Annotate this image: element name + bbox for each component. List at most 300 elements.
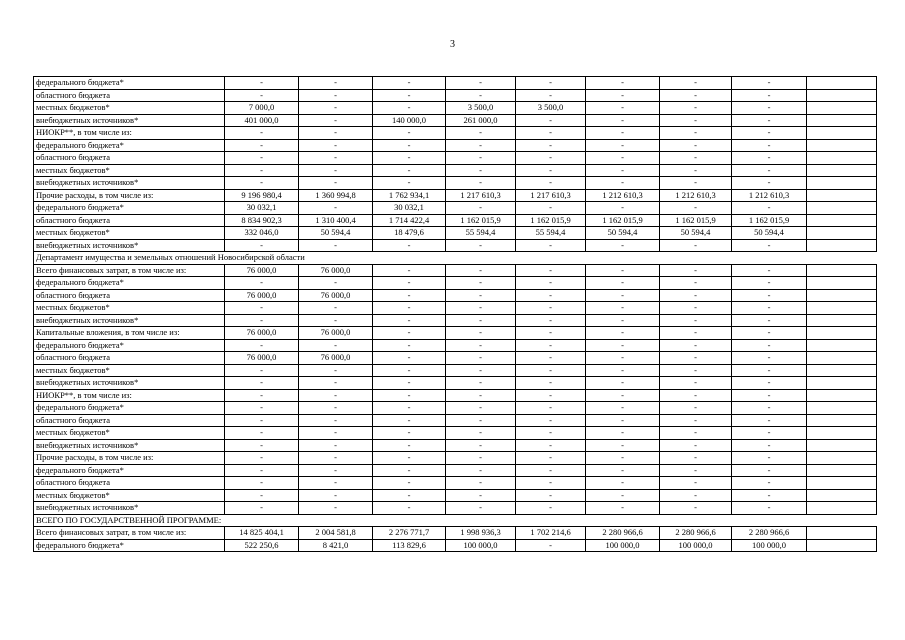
value-cell: - (586, 477, 660, 490)
row-label: Капитальные вложения, в том числе из: (34, 327, 225, 340)
value-cell: - (516, 302, 586, 315)
value-cell: - (446, 164, 516, 177)
value-cell: 100 000,0 (586, 539, 660, 552)
value-cell: 113 829,6 (373, 539, 446, 552)
value-cell: - (660, 427, 732, 440)
value-cell: - (225, 139, 299, 152)
value-cell: - (225, 427, 299, 440)
value-cell: - (225, 389, 299, 402)
value-cell: - (516, 489, 586, 502)
row-label: федерального бюджета* (34, 202, 225, 215)
value-cell (807, 402, 877, 415)
value-cell: - (660, 452, 732, 465)
value-cell (807, 277, 877, 290)
value-cell: - (660, 414, 732, 427)
value-cell: - (660, 389, 732, 402)
value-cell: - (373, 139, 446, 152)
value-cell (807, 489, 877, 502)
value-cell: - (373, 464, 446, 477)
value-cell: - (299, 202, 373, 215)
value-cell: - (225, 277, 299, 290)
value-cell: - (732, 389, 807, 402)
value-cell: 1 212 610,3 (586, 189, 660, 202)
row-label: внебюджетных источников* (34, 114, 225, 127)
value-cell: - (446, 377, 516, 390)
value-cell: - (299, 114, 373, 127)
value-cell: 1 162 015,9 (446, 214, 516, 227)
value-cell: - (299, 127, 373, 140)
value-cell: - (516, 114, 586, 127)
value-cell: 76 000,0 (225, 352, 299, 365)
value-cell: - (516, 439, 586, 452)
value-cell: - (516, 139, 586, 152)
value-cell: - (516, 202, 586, 215)
row-label: областного бюджета (34, 214, 225, 227)
value-cell: - (225, 314, 299, 327)
value-cell: - (373, 89, 446, 102)
value-cell: 100 000,0 (660, 539, 732, 552)
value-cell: - (299, 452, 373, 465)
value-cell: - (373, 277, 446, 290)
row-label: местных бюджетов* (34, 302, 225, 315)
table-row (34, 164, 877, 177)
value-cell: - (446, 414, 516, 427)
value-cell (807, 127, 877, 140)
value-cell: - (732, 239, 807, 252)
value-cell: 18 479,6 (373, 227, 446, 240)
value-cell: - (586, 102, 660, 115)
value-cell (807, 152, 877, 165)
value-cell: - (586, 152, 660, 165)
value-cell: - (732, 489, 807, 502)
value-cell: 50 594,4 (299, 227, 373, 240)
value-cell: 3 500,0 (446, 102, 516, 115)
value-cell: - (586, 239, 660, 252)
value-cell: - (373, 452, 446, 465)
table-row (34, 314, 877, 327)
value-cell: - (660, 277, 732, 290)
value-cell: - (299, 164, 373, 177)
value-cell: - (660, 464, 732, 477)
row-label: областного бюджета (34, 477, 225, 490)
value-cell: - (732, 264, 807, 277)
value-cell: 55 594,4 (446, 227, 516, 240)
table-row (34, 539, 877, 552)
table-row (34, 452, 877, 465)
value-cell: - (516, 164, 586, 177)
value-cell: - (586, 427, 660, 440)
value-cell: - (225, 477, 299, 490)
value-cell: - (225, 489, 299, 502)
value-cell: 50 594,4 (660, 227, 732, 240)
value-cell: - (586, 127, 660, 140)
value-cell: - (373, 314, 446, 327)
value-cell: - (516, 339, 586, 352)
value-cell: - (732, 314, 807, 327)
table-row (34, 127, 877, 140)
value-cell: - (299, 177, 373, 190)
value-cell: - (660, 377, 732, 390)
value-cell (807, 239, 877, 252)
value-cell: 2 276 771,7 (373, 527, 446, 540)
value-cell: - (660, 164, 732, 177)
value-cell: - (660, 114, 732, 127)
value-cell: 100 000,0 (446, 539, 516, 552)
table-row (34, 177, 877, 190)
value-cell: - (299, 389, 373, 402)
value-cell: - (446, 302, 516, 315)
row-label: федерального бюджета* (34, 139, 225, 152)
value-cell: - (516, 477, 586, 490)
value-cell: - (373, 427, 446, 440)
value-cell: - (373, 339, 446, 352)
value-cell: - (446, 352, 516, 365)
value-cell: 30 032,1 (225, 202, 299, 215)
value-cell (807, 377, 877, 390)
value-cell: - (732, 414, 807, 427)
value-cell: - (225, 402, 299, 415)
value-cell (807, 464, 877, 477)
value-cell: - (299, 139, 373, 152)
value-cell: - (373, 127, 446, 140)
value-cell: - (299, 489, 373, 502)
section-title: Департамент имущества и земельных отношений Новосибирской области (34, 252, 877, 265)
value-cell: 332 046,0 (225, 227, 299, 240)
value-cell: - (516, 289, 586, 302)
value-cell (807, 427, 877, 440)
table-row (34, 464, 877, 477)
table-row (34, 77, 877, 90)
value-cell: - (446, 89, 516, 102)
value-cell (807, 227, 877, 240)
value-cell: - (299, 152, 373, 165)
value-cell: 50 594,4 (586, 227, 660, 240)
table-row (34, 364, 877, 377)
value-cell: - (586, 439, 660, 452)
value-cell: 1 212 610,3 (732, 189, 807, 202)
value-cell: - (373, 414, 446, 427)
value-cell: - (446, 489, 516, 502)
value-cell: - (732, 289, 807, 302)
value-cell: - (660, 314, 732, 327)
value-cell: - (373, 302, 446, 315)
value-cell: - (299, 502, 373, 515)
value-cell (807, 202, 877, 215)
section-title: ВСЕГО ПО ГОСУДАРСТВЕННОЙ ПРОГРАММЕ: (34, 514, 877, 527)
value-cell: - (446, 314, 516, 327)
value-cell: 2 004 581,8 (299, 527, 373, 540)
value-cell: - (373, 477, 446, 490)
value-cell: 8 421,0 (299, 539, 373, 552)
value-cell: - (586, 314, 660, 327)
value-cell: - (225, 89, 299, 102)
value-cell: - (225, 77, 299, 90)
value-cell: - (299, 239, 373, 252)
value-cell: - (732, 364, 807, 377)
value-cell (807, 389, 877, 402)
value-cell: - (586, 502, 660, 515)
value-cell: - (516, 377, 586, 390)
value-cell: - (225, 377, 299, 390)
value-cell: - (516, 264, 586, 277)
table-row (34, 414, 877, 427)
value-cell: - (586, 364, 660, 377)
value-cell: - (446, 127, 516, 140)
value-cell: - (586, 77, 660, 90)
value-cell: - (225, 364, 299, 377)
value-cell: - (732, 464, 807, 477)
row-label: областного бюджета (34, 289, 225, 302)
value-cell: - (373, 152, 446, 165)
table-row (34, 377, 877, 390)
value-cell: 1 162 015,9 (732, 214, 807, 227)
value-cell: - (373, 102, 446, 115)
value-cell: - (516, 414, 586, 427)
value-cell: - (732, 402, 807, 415)
value-cell: - (586, 402, 660, 415)
table-row (34, 527, 877, 540)
value-cell: 1 162 015,9 (586, 214, 660, 227)
value-cell (807, 77, 877, 90)
value-cell: - (516, 364, 586, 377)
table-row (34, 89, 877, 102)
value-cell: - (299, 277, 373, 290)
value-cell: - (299, 364, 373, 377)
table-row (34, 152, 877, 165)
value-cell: - (732, 352, 807, 365)
value-cell: 1 217 610,3 (446, 189, 516, 202)
value-cell: - (732, 327, 807, 340)
row-label: областного бюджета (34, 152, 225, 165)
value-cell: - (586, 352, 660, 365)
value-cell: 1 212 610,3 (660, 189, 732, 202)
value-cell: - (660, 152, 732, 165)
value-cell: - (299, 314, 373, 327)
value-cell (807, 502, 877, 515)
value-cell: 1 162 015,9 (516, 214, 586, 227)
value-cell: - (586, 202, 660, 215)
value-cell: 1 360 994,8 (299, 189, 373, 202)
row-label: НИОКР**, в том числе из: (34, 127, 225, 140)
value-cell: - (660, 289, 732, 302)
value-cell: 76 000,0 (299, 327, 373, 340)
value-cell: - (732, 164, 807, 177)
value-cell: - (516, 452, 586, 465)
value-cell: 76 000,0 (299, 289, 373, 302)
value-cell: - (516, 389, 586, 402)
table-row (34, 502, 877, 515)
value-cell: - (660, 127, 732, 140)
value-cell: - (586, 89, 660, 102)
table-row (34, 139, 877, 152)
value-cell: - (660, 339, 732, 352)
value-cell: 2 280 966,6 (586, 527, 660, 540)
row-label: федерального бюджета* (34, 402, 225, 415)
value-cell: - (732, 277, 807, 290)
value-cell: - (516, 177, 586, 190)
row-label: областного бюджета (34, 352, 225, 365)
value-cell: - (373, 502, 446, 515)
value-cell: 401 000,0 (225, 114, 299, 127)
value-cell: - (299, 477, 373, 490)
value-cell: - (516, 152, 586, 165)
value-cell: - (732, 427, 807, 440)
value-cell: - (446, 427, 516, 440)
value-cell (807, 314, 877, 327)
value-cell: - (446, 339, 516, 352)
value-cell: - (299, 402, 373, 415)
value-cell: - (373, 402, 446, 415)
value-cell: - (446, 327, 516, 340)
value-cell: - (516, 327, 586, 340)
value-cell: 140 000,0 (373, 114, 446, 127)
value-cell: - (660, 239, 732, 252)
table-row (34, 264, 877, 277)
value-cell (807, 477, 877, 490)
row-label: внебюджетных источников* (34, 177, 225, 190)
row-label: федерального бюджета* (34, 77, 225, 90)
value-cell: - (299, 89, 373, 102)
row-label: областного бюджета (34, 89, 225, 102)
value-cell: - (660, 489, 732, 502)
row-label: Прочие расходы, в том числе из: (34, 452, 225, 465)
value-cell: - (660, 439, 732, 452)
value-cell: - (446, 389, 516, 402)
table-row (34, 114, 877, 127)
row-label: внебюджетных источников* (34, 239, 225, 252)
value-cell (807, 164, 877, 177)
row-label: внебюджетных источников* (34, 314, 225, 327)
value-cell: - (373, 264, 446, 277)
value-cell: - (225, 127, 299, 140)
value-cell: - (732, 452, 807, 465)
row-label: внебюджетных источников* (34, 377, 225, 390)
value-cell: - (732, 127, 807, 140)
value-cell (807, 527, 877, 540)
value-cell: - (660, 502, 732, 515)
value-cell: - (299, 302, 373, 315)
row-label: областного бюджета (34, 414, 225, 427)
value-cell: - (225, 239, 299, 252)
value-cell: - (373, 327, 446, 340)
value-cell: - (732, 477, 807, 490)
value-cell: 50 594,4 (732, 227, 807, 240)
value-cell: - (446, 402, 516, 415)
value-cell (807, 439, 877, 452)
value-cell: - (446, 502, 516, 515)
value-cell: - (660, 77, 732, 90)
value-cell: - (732, 114, 807, 127)
page-number: 3 (450, 39, 455, 50)
row-label: местных бюджетов* (34, 227, 225, 240)
value-cell: - (225, 502, 299, 515)
value-cell: 2 280 966,6 (732, 527, 807, 540)
row-label: местных бюджетов* (34, 102, 225, 115)
value-cell: - (516, 427, 586, 440)
value-cell: 55 594,4 (516, 227, 586, 240)
value-cell: - (373, 77, 446, 90)
value-cell: 7 000,0 (225, 102, 299, 115)
value-cell: - (373, 439, 446, 452)
row-label: НИОКР**, в том числе из: (34, 389, 225, 402)
value-cell: - (373, 352, 446, 365)
value-cell: - (225, 164, 299, 177)
value-cell: - (660, 477, 732, 490)
value-cell: - (225, 452, 299, 465)
value-cell: 76 000,0 (225, 264, 299, 277)
row-label: местных бюджетов* (34, 489, 225, 502)
value-cell: - (446, 464, 516, 477)
value-cell: - (586, 164, 660, 177)
value-cell: - (373, 377, 446, 390)
row-label: местных бюджетов* (34, 364, 225, 377)
table-row (34, 289, 877, 302)
value-cell: 76 000,0 (299, 352, 373, 365)
value-cell: - (516, 77, 586, 90)
value-cell (807, 414, 877, 427)
value-cell: - (586, 177, 660, 190)
value-cell: - (732, 102, 807, 115)
value-cell: - (516, 539, 586, 552)
value-cell: - (446, 452, 516, 465)
value-cell: - (586, 377, 660, 390)
row-label: Всего финансовых затрат, в том числе из: (34, 264, 225, 277)
value-cell: - (299, 102, 373, 115)
value-cell: 2 280 966,6 (660, 527, 732, 540)
table-row (34, 277, 877, 290)
value-cell: - (660, 102, 732, 115)
value-cell: - (586, 139, 660, 152)
table-row (34, 477, 877, 490)
value-cell: - (732, 152, 807, 165)
value-cell: 100 000,0 (732, 539, 807, 552)
value-cell: - (732, 89, 807, 102)
value-cell: - (660, 402, 732, 415)
value-cell: - (586, 389, 660, 402)
table-row (34, 402, 877, 415)
row-label: федерального бюджета* (34, 539, 225, 552)
value-cell: - (586, 489, 660, 502)
value-cell: - (586, 339, 660, 352)
table-row (34, 489, 877, 502)
value-cell: - (373, 364, 446, 377)
value-cell: - (225, 414, 299, 427)
value-cell: - (660, 302, 732, 315)
table-row (34, 439, 877, 452)
row-label: местных бюджетов* (34, 164, 225, 177)
value-cell: - (299, 439, 373, 452)
value-cell: 76 000,0 (225, 327, 299, 340)
value-cell: - (516, 402, 586, 415)
value-cell: - (516, 314, 586, 327)
value-cell: - (299, 377, 373, 390)
value-cell (807, 177, 877, 190)
value-cell: - (446, 239, 516, 252)
value-cell: - (373, 389, 446, 402)
value-cell: - (446, 77, 516, 90)
value-cell: - (299, 77, 373, 90)
table-row (34, 339, 877, 352)
value-cell: - (732, 339, 807, 352)
value-cell: 76 000,0 (225, 289, 299, 302)
value-cell: 1 217 610,3 (516, 189, 586, 202)
table-row (34, 389, 877, 402)
value-cell (807, 539, 877, 552)
value-cell: - (225, 464, 299, 477)
value-cell: - (732, 139, 807, 152)
value-cell: 9 196 980,4 (225, 189, 299, 202)
value-cell: - (732, 77, 807, 90)
